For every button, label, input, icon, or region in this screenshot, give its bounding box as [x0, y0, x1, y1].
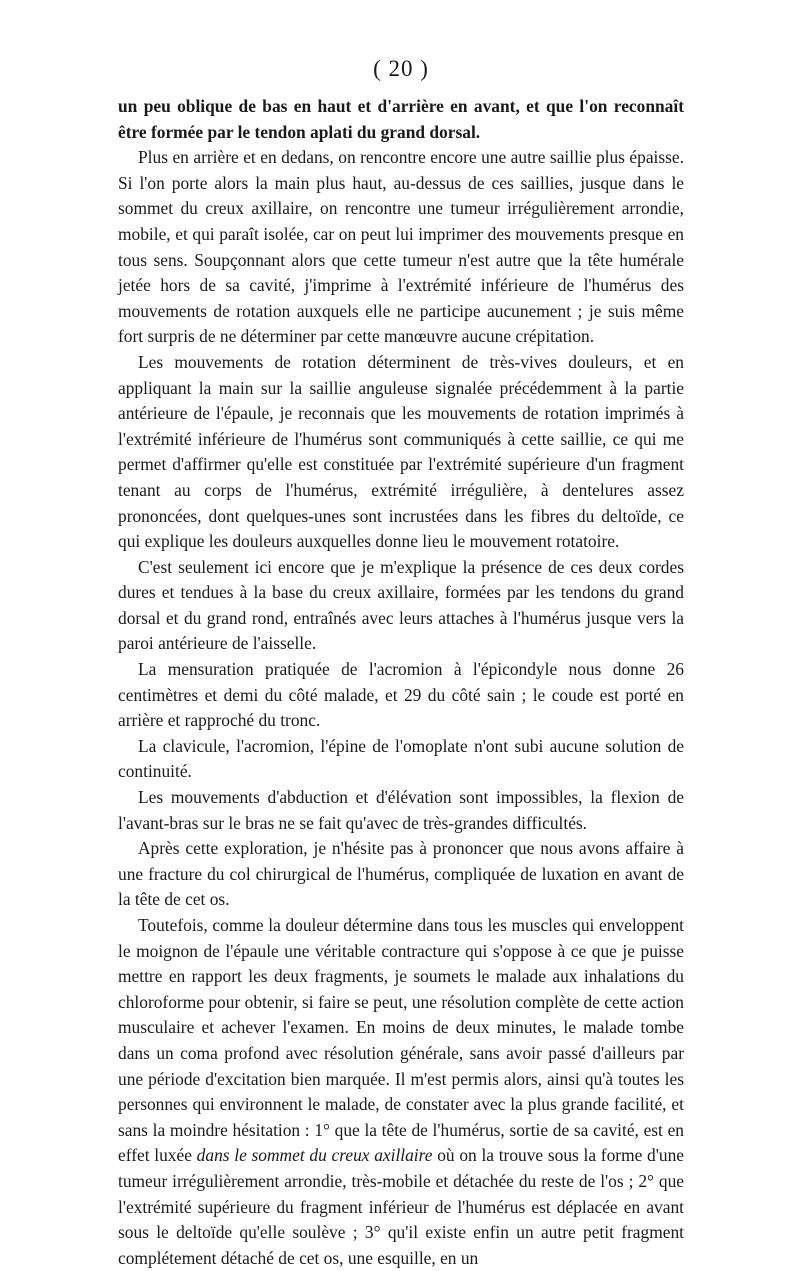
- paragraph-cordes: C'est seulement ici encore que je m'explique la présence de ces deux cordes dures et tendues à la base du creux axillaire, formées par les tendons du grand dorsal et du grand rond, entraînés avec leurs attaches à l'humérus jusque vers la paroi antérieure de l'aisselle.: [118, 556, 684, 654]
- paragraph-clavicule: La clavicule, l'acromion, l'épine de l'omoplate n'ont subi aucune solution de continuité.: [118, 735, 684, 782]
- page-number: ( 20 ): [373, 56, 429, 81]
- paragraph-mensuration: La mensuration pratiquée de l'acromion à l'épicondyle nous donne 26 centimètres et demi du côté malade, et 29 du côté sain ; le coude est porté en arrière et rapproché du tronc.: [118, 659, 684, 731]
- paragraph-mouvements: Les mouvements d'abduction et d'élévation sont impossibles, la flexion de l'avant-bras sur le bras ne se fait qu'avec de très-grandes difficultés.: [118, 787, 684, 833]
- paragraph-chloroforme: [118, 913, 684, 1271]
- paragraph-rotation: Les mouvements de rotation déterminent de très-vives douleurs, et en appliquant la main sur la saillie anguleuse signalée précédemment à la partie antérieure de l'épaule, je reconnais que les mouvements de rotation imprimés à l'extrémité inférieure de l'humérus sont communiqués à cette saillie, ce qui me permet d'affirmer qu'elle est constituée par l'extrémité supérieure d'un fragment tenant au corps de l'humérus, extrémité irrégulière, à dentelures assez prononcées, dont quelques-unes sont incrustées dans les fibres du deltoïde, ce qui explique les douleurs auxquelles donne lieu le mouvement rotatoire.: [118, 351, 684, 552]
- paragraph-chloroforme-tail: où on la trouve sous la forme d'une tumeur irrégulièrement arrondie, très-mobile et détachée du reste de l'os ; 2° que l'extrémité supérieure du fragment inférieur de l'humérus est déplacée en avant sous le deltoïde qu'elle soulève ; 3° qu'il existe enfin un autre petit fragment complétement détaché de cet os, une esquille, en un: [118, 1145, 684, 1268]
- paragraph-exploration: Après cette exploration, je n'hésite pas à prononcer que nous avons affaire à une fracture du col chirurgical de l'humérus, compliquée de luxation en avant de la tête de cet os.: [118, 838, 684, 910]
- paragraph-tumeur: Plus en arrière et en dedans, on rencontre encore une autre saillie plus épaisse. Si l'on porte alors la main plus haut, au-dessus de ces saillies, jusque dans le sommet du creux axillaire, on rencontre une tumeur irrégulièrement arrondie, mobile, et qui paraît isolée, car on peut lui imprimer des mouvements presque en tous sens. Soupçonnant alors que cette tumeur n'est autre que la tête humérale jetée hors de sa cavité, j'imprime à l'extrémité inférieure de l'humérus des mouvements de rotation auxquels elle ne participe aucunement ; je suis même fort surpris de ne déterminer par cette manœuvre aucune crépitation.: [118, 147, 684, 347]
- italic-phrase: dans le sommet du creux axillaire: [196, 1145, 433, 1166]
- paragraph-continuation: un peu oblique de bas en haut et d'arrière en avant, et que l'on reconnaît être formée par le tendon aplati du grand dorsal.: [118, 96, 684, 142]
- paragraph-chloroforme-text: Toutefois, comme la douleur détermine dans tous les muscles qui enveloppent le moignon de l'épaule une véritable contracture qui s'oppose à ce que je puisse mettre en rapport les deux fragments, je soumets le malade aux inhalations du chloroforme pour obtenir, si faire se peut, une résolution complète de cette action musculaire et achever l'examen. En moins de deux minutes, le malade tombe dans un coma profond avec résolution générale, sans avoir passé d'ailleurs par une période d'excitation bien marquée. Il m'est permis alors, ainsi qu'à toutes les personnes qui environnent le malade, de constater avec la plus grande facilité, et sans la moindre hésitation : 1° que la tête de l'humérus, sortie de sa cavité, est en effet luxée: [118, 915, 684, 1166]
